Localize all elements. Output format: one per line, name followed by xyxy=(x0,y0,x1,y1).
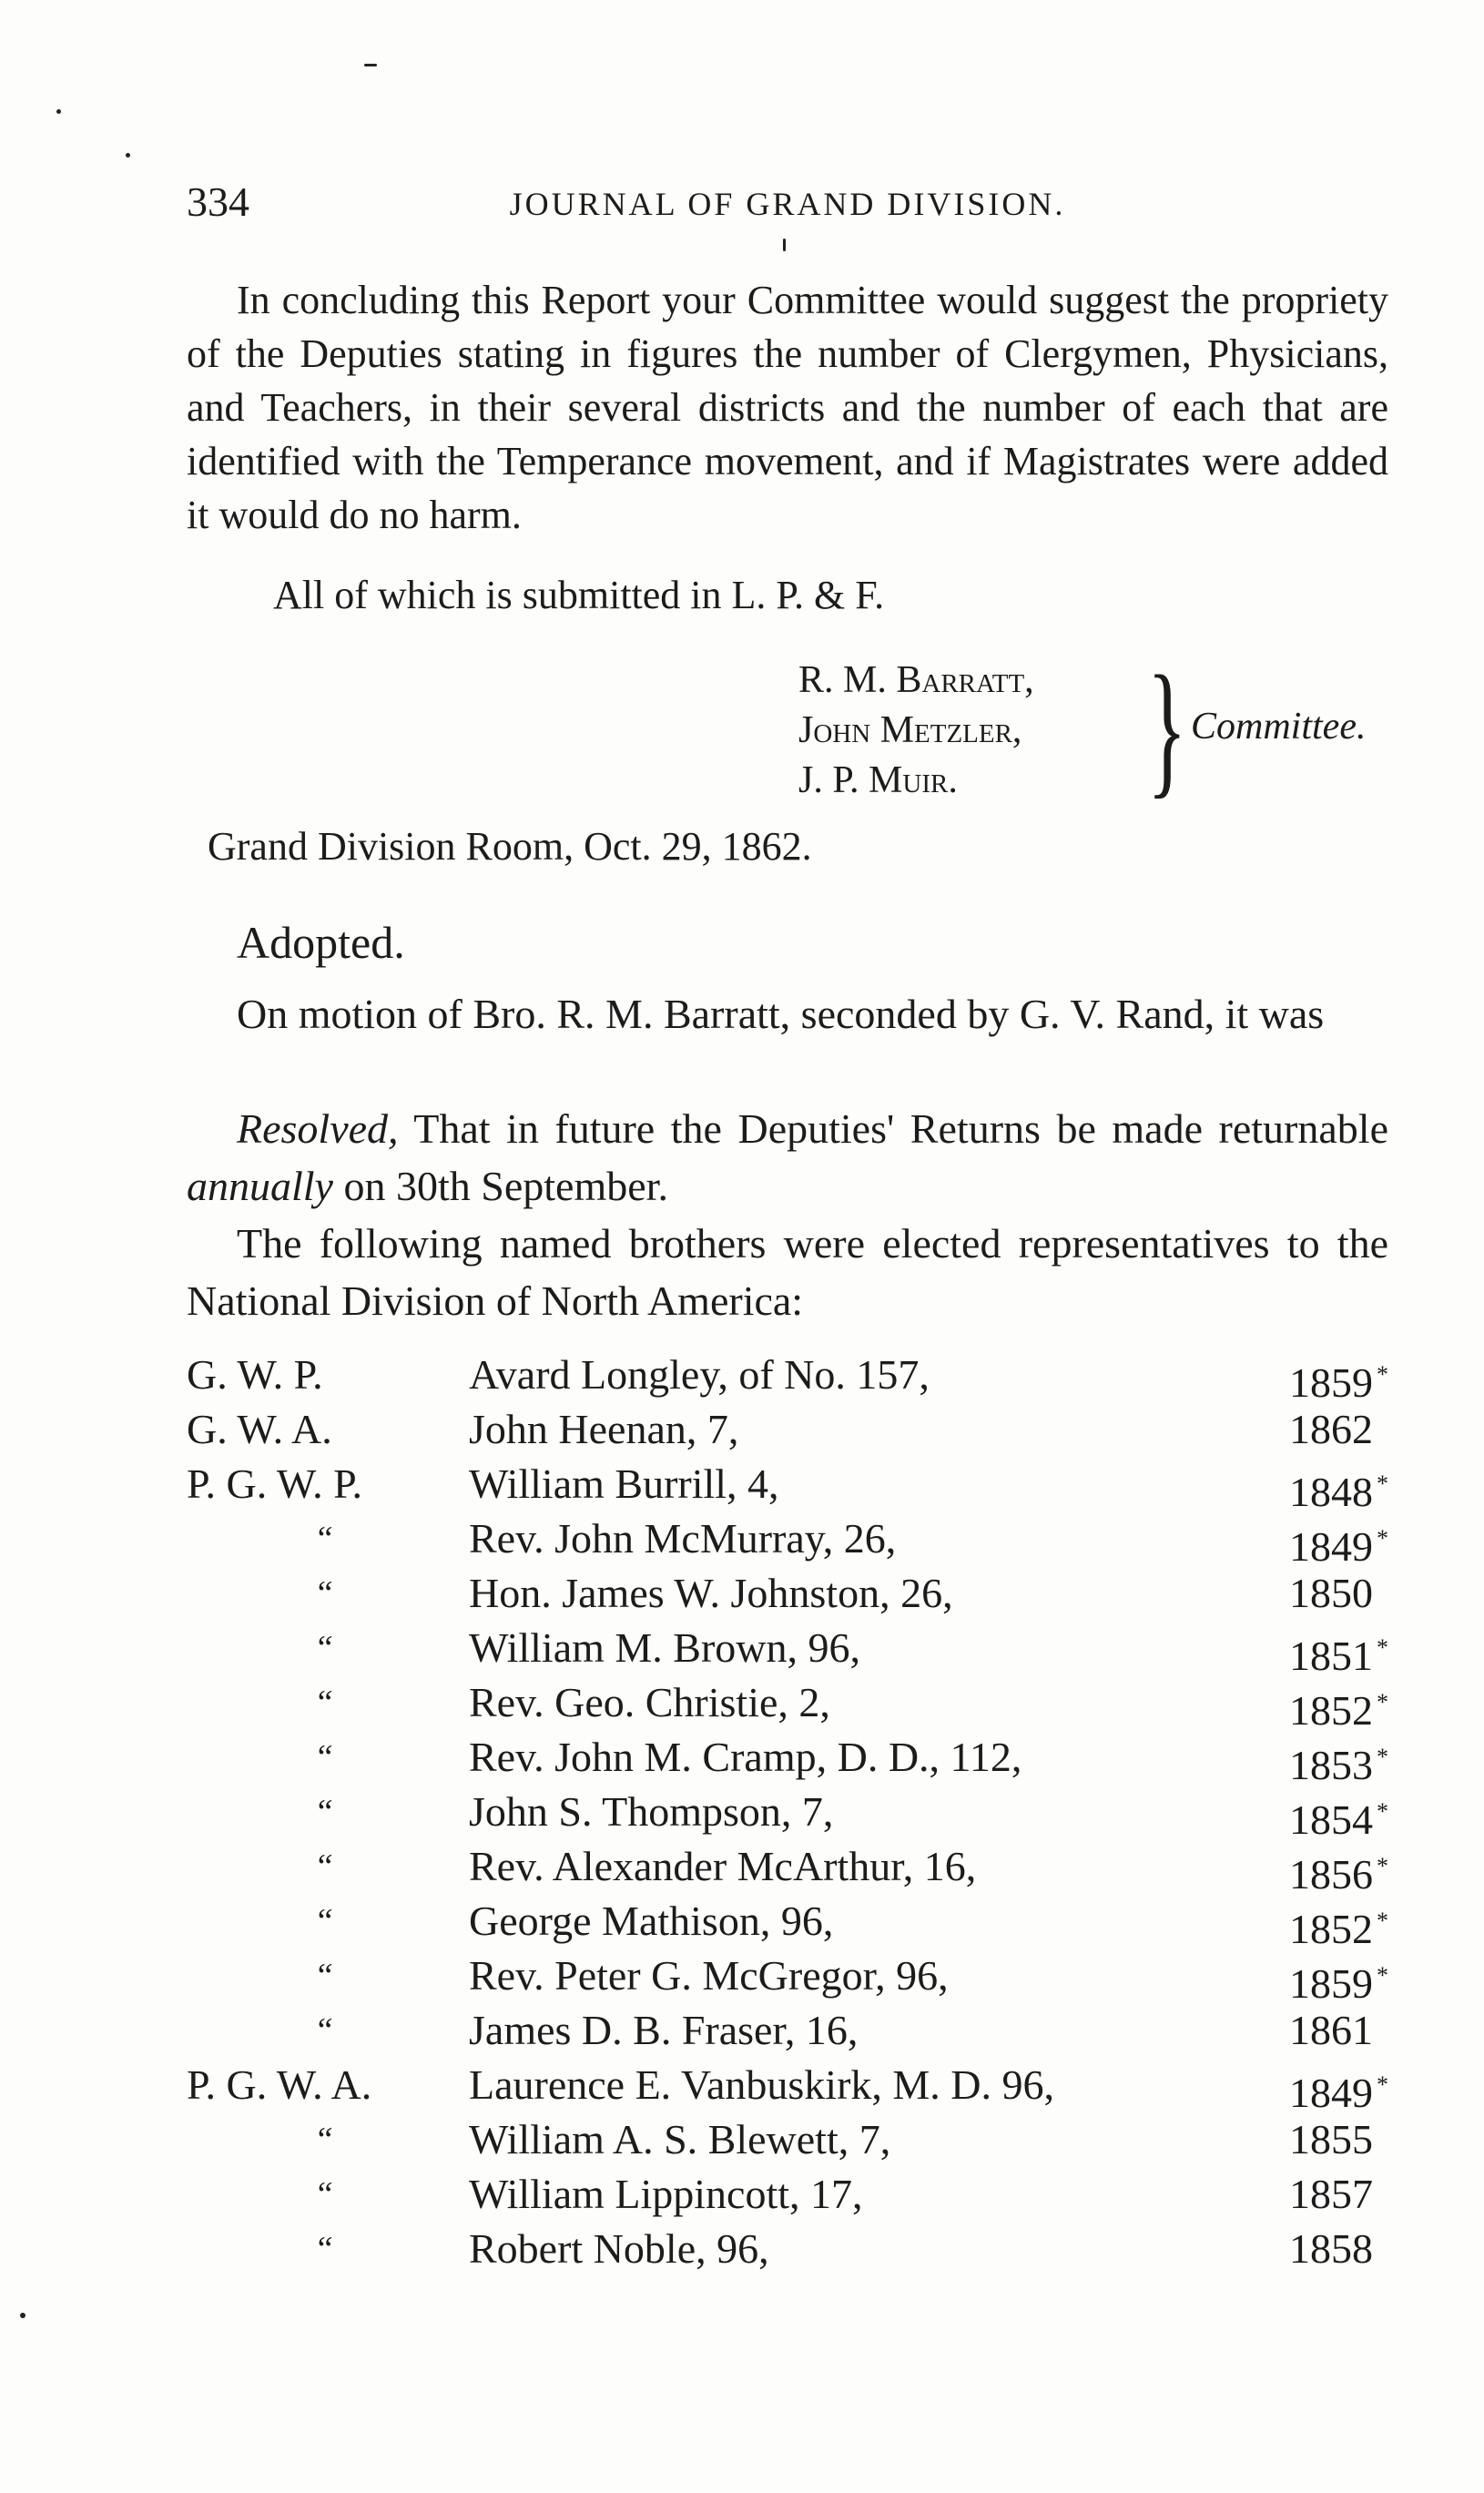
representative-row xyxy=(187,1949,1388,2007)
representative-name: William M. Brown, 96, xyxy=(469,1624,861,1671)
print-speck xyxy=(783,239,786,251)
representative-row xyxy=(187,1511,1388,1570)
year-elected xyxy=(1289,1949,1388,2011)
asterisk-mark: * xyxy=(1377,1962,1388,1989)
representatives-list xyxy=(187,1348,1388,2276)
year-value: 1862 xyxy=(1289,1406,1373,1452)
resolution-text: That in future the Deputies' Returns be made returnable xyxy=(413,1105,1388,1152)
asterisk-mark: * xyxy=(1377,1634,1388,1661)
asterisk-mark: * xyxy=(1377,1908,1388,1934)
representative-row xyxy=(187,2112,1388,2167)
representative-name: Hon. James W. Johnston, 26, xyxy=(469,1570,953,1616)
ditto-mark: “ xyxy=(314,2175,334,2213)
print-speck xyxy=(364,64,377,66)
year-value: 1859 xyxy=(1289,1960,1373,2007)
asterisk-mark: * xyxy=(1377,2071,1388,2098)
representative-row xyxy=(187,2003,1388,2058)
representative-name: William Burrill, 4, xyxy=(469,1460,779,1507)
representative-name: Rev. John McMurray, 26, xyxy=(469,1515,897,1562)
resolution-text-end: on 30th September. xyxy=(343,1163,668,1209)
ditto-mark: “ xyxy=(314,2121,334,2159)
asterisk-mark: * xyxy=(1377,1744,1388,1770)
year-elected xyxy=(1289,1457,1388,1520)
representative-row xyxy=(187,2167,1388,2222)
signer-muir: J. P. Muir. xyxy=(798,759,958,801)
concluding-paragraph: In concluding this Report your Committee would suggest the propriety of the Deputies stating in figures the number of Clergymen, Physicians, and Teachers, in their several districts and the number of each that are identified with the Temperance movement, and if Magistrates were added it would do no harm. xyxy=(187,278,1388,537)
ditto-mark: “ xyxy=(314,1847,334,1886)
representative-row xyxy=(187,1348,1388,1406)
committee-signers xyxy=(798,656,1034,806)
representative-row xyxy=(187,1785,1388,1843)
representative-row xyxy=(187,2222,1388,2276)
year-value: 1857 xyxy=(1289,2171,1373,2217)
year-elected xyxy=(1289,1348,1388,1410)
resolution-paragraph xyxy=(187,1100,1388,1215)
ditto-mark: “ xyxy=(314,1684,334,1722)
resolved-word: Resolved, xyxy=(237,1105,399,1152)
election-intro: The following named brothers were elected representatives to the National Division of North America: xyxy=(187,1220,1388,1324)
year-value: 1859 xyxy=(1289,1359,1373,1406)
ditto-mark: “ xyxy=(314,1520,334,1558)
representative-row xyxy=(187,1894,1388,1952)
year-value: 1855 xyxy=(1289,2116,1373,2162)
committee-label: Committee. xyxy=(1191,706,1367,748)
page-header xyxy=(187,178,1388,232)
year-elected xyxy=(1289,1839,1388,1902)
asterisk-mark: * xyxy=(1377,1853,1388,1879)
representative-name: Laurence E. Vanbuskirk, M. D. 96, xyxy=(469,2061,1055,2108)
representative-name: Rev. John M. Cramp, D. D., 112, xyxy=(469,1734,1022,1780)
motion-paragraph: On motion of Bro. R. M. Barratt, seconded by G. V. Rand, it was xyxy=(237,991,1325,1037)
office-title: P. G. W. A. xyxy=(187,2061,372,2108)
representative-name: Avard Longley, of No. 157, xyxy=(469,1351,930,1398)
year-value: 1856 xyxy=(1289,1851,1373,1898)
print-speck xyxy=(56,109,61,114)
representative-name: John S. Thompson, 7, xyxy=(469,1788,834,1835)
signer-barratt: R. M. Barratt, xyxy=(798,659,1034,701)
year-elected xyxy=(1289,2167,1388,2222)
signer-metzler: John Metzler, xyxy=(798,709,1022,751)
year-elected xyxy=(1289,1894,1388,1957)
submitted-line: All of which is submitted in L. P. & F. xyxy=(273,573,885,617)
representative-row xyxy=(187,1675,1388,1734)
year-elected xyxy=(1289,2222,1388,2276)
representative-name: William Lippincott, 17, xyxy=(469,2171,863,2217)
representative-name: Rev. Peter G. McGregor, 96, xyxy=(469,1952,949,1999)
ditto-mark: “ xyxy=(314,1574,334,1613)
representative-row xyxy=(187,1621,1388,1679)
representative-row xyxy=(187,1457,1388,1515)
representative-row xyxy=(187,1566,1388,1621)
running-head: JOURNAL OF GRAND DIVISION. xyxy=(509,186,1066,222)
year-value: 1854 xyxy=(1289,1796,1373,1843)
year-elected xyxy=(1289,2003,1388,2058)
ditto-mark: “ xyxy=(314,1629,334,1667)
representative-name: John Heenan, 7, xyxy=(469,1406,739,1452)
ditto-mark: “ xyxy=(314,1902,334,1940)
year-elected xyxy=(1289,2112,1388,2167)
year-elected xyxy=(1289,1730,1388,1793)
representative-name: Rev. Alexander McArthur, 16, xyxy=(469,1843,977,1889)
asterisk-mark: * xyxy=(1377,1689,1388,1715)
asterisk-mark: * xyxy=(1377,1525,1388,1552)
print-speck xyxy=(20,2313,25,2318)
adopted-line: Adopted. xyxy=(237,917,405,968)
year-value: 1850 xyxy=(1289,1570,1373,1616)
ditto-mark: “ xyxy=(314,1957,334,1995)
representative-name: Robert Noble, 96, xyxy=(469,2225,769,2272)
ditto-mark: “ xyxy=(314,2230,334,2268)
year-value: 1858 xyxy=(1289,2225,1373,2272)
representative-name: George Mathison, 96, xyxy=(469,1898,834,1944)
office-title: P. G. W. P. xyxy=(187,1460,363,1507)
ditto-mark: “ xyxy=(314,1738,334,1776)
year-value: 1849 xyxy=(1289,2070,1373,2116)
year-elected xyxy=(1289,1402,1388,1457)
representative-row xyxy=(187,1839,1388,1898)
year-elected xyxy=(1289,1675,1388,1738)
print-speck xyxy=(126,153,130,158)
year-elected xyxy=(1289,1785,1388,1847)
office-title: G. W. P. xyxy=(187,1351,323,1398)
representative-row xyxy=(187,1402,1388,1457)
year-value: 1852 xyxy=(1289,1906,1373,1952)
year-value: 1851 xyxy=(1289,1633,1373,1679)
representative-name: William A. S. Blewett, 7, xyxy=(469,2116,891,2162)
representative-row xyxy=(187,2058,1388,2116)
year-elected xyxy=(1289,1621,1388,1684)
resolution-emphasis: annually xyxy=(187,1163,333,1209)
year-elected xyxy=(1289,1566,1388,1621)
representative-row xyxy=(187,1730,1388,1788)
year-elected xyxy=(1289,1511,1388,1574)
asterisk-mark: * xyxy=(1377,1361,1388,1388)
representative-name: Rev. Geo. Christie, 2, xyxy=(469,1679,830,1725)
asterisk-mark: * xyxy=(1377,1470,1388,1497)
dateline: Grand Division Room, Oct. 29, 1862. xyxy=(208,824,812,869)
office-title: G. W. A. xyxy=(187,1406,332,1452)
asterisk-mark: * xyxy=(1377,1798,1388,1825)
year-value: 1849 xyxy=(1289,1523,1373,1570)
year-value: 1848 xyxy=(1289,1469,1373,1515)
page-number: 334 xyxy=(187,178,249,225)
year-value: 1852 xyxy=(1289,1687,1373,1734)
year-value: 1861 xyxy=(1289,2007,1373,2053)
year-value: 1853 xyxy=(1289,1742,1373,1788)
representative-name: James D. B. Fraser, 16, xyxy=(469,2007,859,2053)
curly-brace: } xyxy=(1147,645,1187,811)
year-elected xyxy=(1289,2058,1388,2121)
ditto-mark: “ xyxy=(314,2011,334,2050)
ditto-mark: “ xyxy=(314,1793,334,1831)
